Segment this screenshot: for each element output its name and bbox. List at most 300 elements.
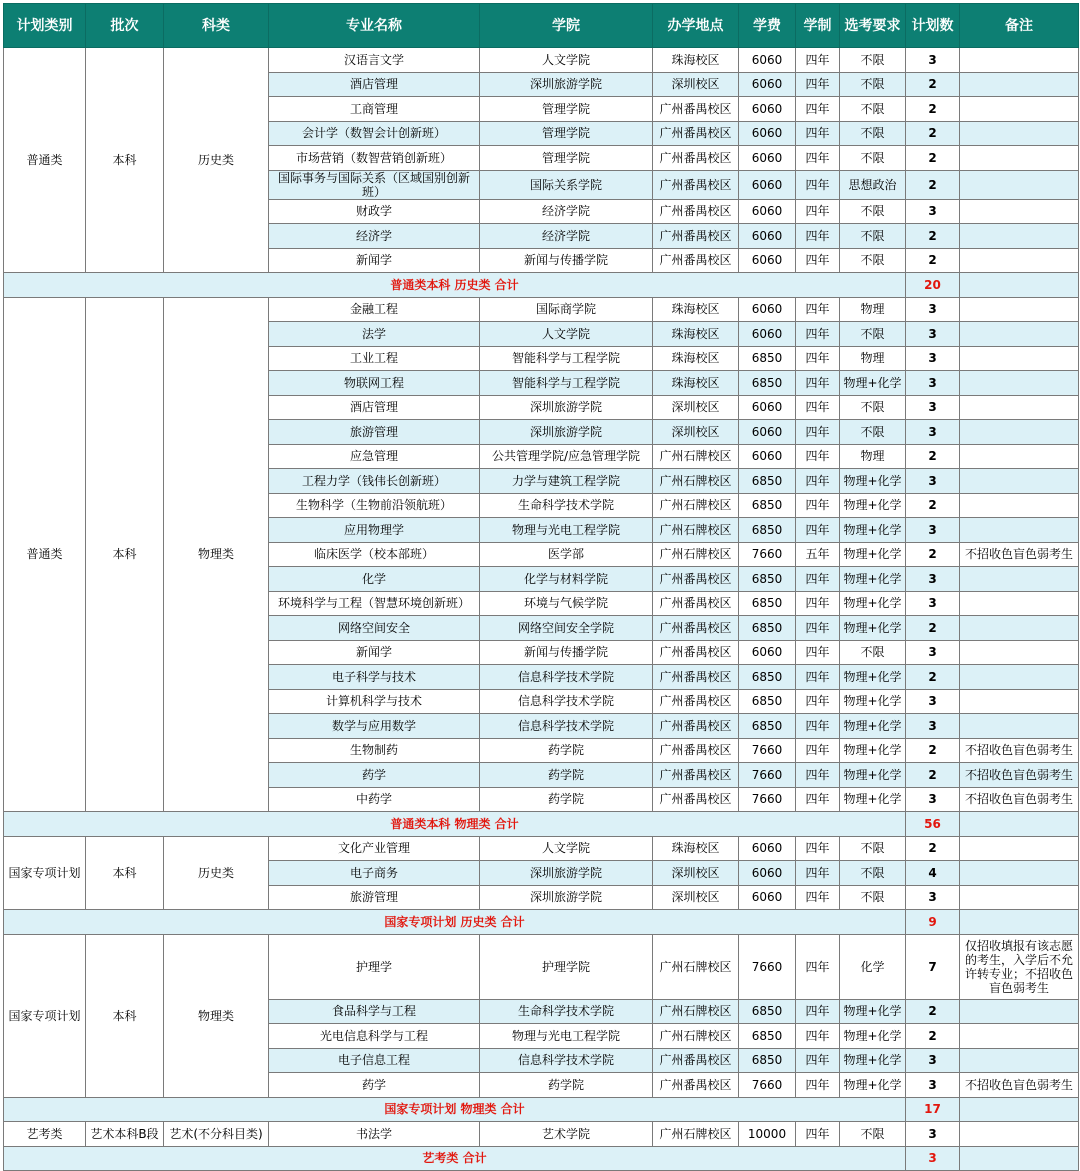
campus-cell: 珠海校区 xyxy=(653,297,739,322)
note-cell xyxy=(960,395,1079,420)
college-cell: 智能科学与工程学院 xyxy=(480,371,653,396)
college-cell: 护理学院 xyxy=(480,934,653,999)
college-cell: 管理学院 xyxy=(480,97,653,122)
plan-count-cell: 2 xyxy=(906,146,960,171)
college-cell: 信息科学技术学院 xyxy=(480,1048,653,1073)
requirement-cell: 物理+化学 xyxy=(840,1073,906,1098)
plan-count-cell: 2 xyxy=(906,224,960,249)
subtotal-note-cell xyxy=(960,1097,1079,1122)
college-cell: 信息科学技术学院 xyxy=(480,665,653,690)
requirement-cell: 不限 xyxy=(840,322,906,347)
duration-cell: 四年 xyxy=(796,48,840,73)
subtotal-note-cell xyxy=(960,812,1079,837)
note-cell xyxy=(960,346,1079,371)
requirement-cell: 不限 xyxy=(840,48,906,73)
duration-cell: 四年 xyxy=(796,640,840,665)
requirement-cell: 物理+化学 xyxy=(840,542,906,567)
major-cell: 电子科学与技术 xyxy=(269,665,480,690)
campus-cell: 广州番禺校区 xyxy=(653,146,739,171)
plan-count-cell: 3 xyxy=(906,371,960,396)
tuition-cell: 6060 xyxy=(739,640,796,665)
requirement-cell: 不限 xyxy=(840,248,906,273)
plan-count-cell: 3 xyxy=(906,297,960,322)
note-cell xyxy=(960,493,1079,518)
campus-cell: 广州石牌校区 xyxy=(653,542,739,567)
college-cell: 药学院 xyxy=(480,787,653,812)
tuition-cell: 6060 xyxy=(739,97,796,122)
duration-cell: 五年 xyxy=(796,542,840,567)
major-cell: 法学 xyxy=(269,322,480,347)
major-cell: 光电信息科学与工程 xyxy=(269,1024,480,1049)
plan-count-cell: 2 xyxy=(906,1024,960,1049)
plan-count-cell: 3 xyxy=(906,591,960,616)
note-cell xyxy=(960,836,1079,861)
requirement-cell: 物理+化学 xyxy=(840,999,906,1024)
requirement-cell: 不限 xyxy=(840,121,906,146)
college-cell: 新闻与传播学院 xyxy=(480,248,653,273)
subtotal-value: 56 xyxy=(906,812,960,837)
college-cell: 信息科学技术学院 xyxy=(480,714,653,739)
col-major-header: 专业名称 xyxy=(269,4,480,48)
batch-cell: 本科 xyxy=(86,836,164,910)
note-cell xyxy=(960,72,1079,97)
duration-cell: 四年 xyxy=(796,689,840,714)
subject-type-cell: 艺术(不分科目类) xyxy=(164,1122,269,1147)
duration-cell: 四年 xyxy=(796,1122,840,1147)
requirement-cell: 物理+化学 xyxy=(840,469,906,494)
requirement-cell: 物理+化学 xyxy=(840,763,906,788)
note-cell xyxy=(960,199,1079,224)
requirement-cell: 物理 xyxy=(840,444,906,469)
duration-cell: 四年 xyxy=(796,248,840,273)
duration-cell: 四年 xyxy=(796,346,840,371)
plan-count-cell: 7 xyxy=(906,934,960,999)
plan-category-cell: 国家专项计划 xyxy=(4,836,86,910)
college-cell: 人文学院 xyxy=(480,322,653,347)
campus-cell: 广州番禺校区 xyxy=(653,616,739,641)
enrollment-plan-table xyxy=(3,3,1079,1171)
col-plan-category-header: 计划类别 xyxy=(4,4,86,48)
requirement-cell: 不限 xyxy=(840,885,906,910)
campus-cell: 深圳校区 xyxy=(653,395,739,420)
subtotal-note-cell xyxy=(960,273,1079,298)
note-cell xyxy=(960,689,1079,714)
tuition-cell: 6060 xyxy=(739,420,796,445)
note-cell xyxy=(960,444,1079,469)
college-cell: 化学与材料学院 xyxy=(480,567,653,592)
tuition-cell: 6060 xyxy=(739,224,796,249)
note-cell xyxy=(960,297,1079,322)
duration-cell: 四年 xyxy=(796,199,840,224)
college-cell: 管理学院 xyxy=(480,146,653,171)
requirement-cell: 物理+化学 xyxy=(840,689,906,714)
subject-type-cell: 历史类 xyxy=(164,48,269,273)
tuition-cell: 7660 xyxy=(739,542,796,567)
note-cell: 不招收色盲色弱考生 xyxy=(960,787,1079,812)
col-tuition-header: 学费 xyxy=(739,4,796,48)
college-cell: 药学院 xyxy=(480,763,653,788)
duration-cell: 四年 xyxy=(796,322,840,347)
major-cell: 工业工程 xyxy=(269,346,480,371)
college-cell: 艺术学院 xyxy=(480,1122,653,1147)
college-cell: 国际关系学院 xyxy=(480,170,653,199)
major-cell: 药学 xyxy=(269,1073,480,1098)
duration-cell: 四年 xyxy=(796,170,840,199)
plan-count-cell: 2 xyxy=(906,72,960,97)
requirement-cell: 不限 xyxy=(840,420,906,445)
plan-count-cell: 4 xyxy=(906,861,960,886)
college-cell: 经济学院 xyxy=(480,199,653,224)
plan-count-cell: 3 xyxy=(906,1122,960,1147)
major-cell: 生物科学（生物前沿领航班） xyxy=(269,493,480,518)
plan-count-cell: 2 xyxy=(906,444,960,469)
plan-count-cell: 3 xyxy=(906,714,960,739)
plan-count-cell: 3 xyxy=(906,689,960,714)
note-cell xyxy=(960,469,1079,494)
plan-count-cell: 2 xyxy=(906,493,960,518)
duration-cell: 四年 xyxy=(796,567,840,592)
note-cell xyxy=(960,322,1079,347)
tuition-cell: 6850 xyxy=(739,999,796,1024)
header-row xyxy=(4,4,1079,48)
note-cell xyxy=(960,567,1079,592)
requirement-cell: 不限 xyxy=(840,861,906,886)
requirement-cell: 不限 xyxy=(840,640,906,665)
college-cell: 人文学院 xyxy=(480,836,653,861)
college-cell: 深圳旅游学院 xyxy=(480,395,653,420)
requirement-cell: 物理+化学 xyxy=(840,1048,906,1073)
major-cell: 护理学 xyxy=(269,934,480,999)
duration-cell: 四年 xyxy=(796,518,840,543)
note-cell: 不招收色盲色弱考生 xyxy=(960,1073,1079,1098)
note-cell xyxy=(960,861,1079,886)
subtotal-label: 普通类本科 物理类 合计 xyxy=(4,812,906,837)
campus-cell: 广州石牌校区 xyxy=(653,493,739,518)
duration-cell: 四年 xyxy=(796,469,840,494)
plan-count-cell: 3 xyxy=(906,567,960,592)
tuition-cell: 6850 xyxy=(739,665,796,690)
duration-cell: 四年 xyxy=(796,420,840,445)
tuition-cell: 6060 xyxy=(739,836,796,861)
major-cell: 食品科学与工程 xyxy=(269,999,480,1024)
note-cell xyxy=(960,1048,1079,1073)
campus-cell: 广州番禺校区 xyxy=(653,1073,739,1098)
plan-count-cell: 2 xyxy=(906,542,960,567)
plan-count-cell: 2 xyxy=(906,763,960,788)
duration-cell: 四年 xyxy=(796,861,840,886)
requirement-cell: 物理+化学 xyxy=(840,567,906,592)
plan-category-cell: 普通类 xyxy=(4,48,86,273)
college-cell: 经济学院 xyxy=(480,224,653,249)
subtotal-row xyxy=(4,910,1079,935)
batch-cell: 艺术本科B段 xyxy=(86,1122,164,1147)
table-row xyxy=(4,297,1079,322)
campus-cell: 广州番禺校区 xyxy=(653,591,739,616)
major-cell: 工程力学（钱伟长创新班） xyxy=(269,469,480,494)
tuition-cell: 6850 xyxy=(739,518,796,543)
requirement-cell: 物理+化学 xyxy=(840,714,906,739)
tuition-cell: 6850 xyxy=(739,1024,796,1049)
col-college-header: 学院 xyxy=(480,4,653,48)
duration-cell: 四年 xyxy=(796,934,840,999)
tuition-cell: 7660 xyxy=(739,934,796,999)
note-cell: 仅招收填报有该志愿的考生，入学后不允许转专业；不招收色盲色弱考生 xyxy=(960,934,1079,999)
tuition-cell: 6060 xyxy=(739,322,796,347)
col-duration-header: 学制 xyxy=(796,4,840,48)
duration-cell: 四年 xyxy=(796,444,840,469)
requirement-cell: 物理 xyxy=(840,297,906,322)
col-campus-header: 办学地点 xyxy=(653,4,739,48)
college-cell: 力学与建筑工程学院 xyxy=(480,469,653,494)
college-cell: 药学院 xyxy=(480,738,653,763)
campus-cell: 深圳校区 xyxy=(653,885,739,910)
plan-count-cell: 2 xyxy=(906,248,960,273)
tuition-cell: 6060 xyxy=(739,297,796,322)
campus-cell: 广州番禺校区 xyxy=(653,738,739,763)
duration-cell: 四年 xyxy=(796,763,840,788)
duration-cell: 四年 xyxy=(796,146,840,171)
tuition-cell: 6060 xyxy=(739,444,796,469)
campus-cell: 广州番禺校区 xyxy=(653,665,739,690)
college-cell: 智能科学与工程学院 xyxy=(480,346,653,371)
tuition-cell: 6060 xyxy=(739,72,796,97)
note-cell xyxy=(960,224,1079,249)
tuition-cell: 6850 xyxy=(739,1048,796,1073)
duration-cell: 四年 xyxy=(796,224,840,249)
duration-cell: 四年 xyxy=(796,665,840,690)
tuition-cell: 7660 xyxy=(739,1073,796,1098)
note-cell xyxy=(960,640,1079,665)
requirement-cell: 思想政治 xyxy=(840,170,906,199)
campus-cell: 珠海校区 xyxy=(653,322,739,347)
tuition-cell: 7660 xyxy=(739,738,796,763)
subtotal-note-cell xyxy=(960,1146,1079,1171)
college-cell: 生命科学技术学院 xyxy=(480,493,653,518)
requirement-cell: 不限 xyxy=(840,1122,906,1147)
plan-count-cell: 3 xyxy=(906,885,960,910)
col-requirement-header: 选考要求 xyxy=(840,4,906,48)
plan-count-cell: 3 xyxy=(906,1048,960,1073)
requirement-cell: 物理+化学 xyxy=(840,371,906,396)
subject-type-cell: 物理类 xyxy=(164,297,269,812)
requirement-cell: 物理+化学 xyxy=(840,1024,906,1049)
batch-cell: 本科 xyxy=(86,297,164,812)
major-cell: 应急管理 xyxy=(269,444,480,469)
college-cell: 信息科学技术学院 xyxy=(480,689,653,714)
college-cell: 管理学院 xyxy=(480,121,653,146)
plan-count-cell: 3 xyxy=(906,48,960,73)
duration-cell: 四年 xyxy=(796,787,840,812)
note-cell xyxy=(960,616,1079,641)
major-cell: 计算机科学与技术 xyxy=(269,689,480,714)
college-cell: 物理与光电工程学院 xyxy=(480,1024,653,1049)
major-cell: 金融工程 xyxy=(269,297,480,322)
plan-count-cell: 3 xyxy=(906,395,960,420)
requirement-cell: 物理 xyxy=(840,346,906,371)
college-cell: 网络空间安全学院 xyxy=(480,616,653,641)
table-row xyxy=(4,48,1079,73)
major-cell: 经济学 xyxy=(269,224,480,249)
subtotal-label: 艺考类 合计 xyxy=(4,1146,906,1171)
tuition-cell: 6850 xyxy=(739,469,796,494)
college-cell: 医学部 xyxy=(480,542,653,567)
requirement-cell: 物理+化学 xyxy=(840,787,906,812)
college-cell: 深圳旅游学院 xyxy=(480,885,653,910)
batch-cell: 本科 xyxy=(86,934,164,1097)
note-cell: 不招收色盲色弱考生 xyxy=(960,542,1079,567)
requirement-cell: 物理+化学 xyxy=(840,518,906,543)
col-notes-header: 备注 xyxy=(960,4,1079,48)
duration-cell: 四年 xyxy=(796,72,840,97)
campus-cell: 广州石牌校区 xyxy=(653,999,739,1024)
tuition-cell: 6850 xyxy=(739,689,796,714)
campus-cell: 广州番禺校区 xyxy=(653,224,739,249)
note-cell xyxy=(960,420,1079,445)
campus-cell: 广州石牌校区 xyxy=(653,1122,739,1147)
duration-cell: 四年 xyxy=(796,714,840,739)
duration-cell: 四年 xyxy=(796,1073,840,1098)
campus-cell: 珠海校区 xyxy=(653,346,739,371)
tuition-cell: 7660 xyxy=(739,787,796,812)
campus-cell: 广州石牌校区 xyxy=(653,469,739,494)
note-cell xyxy=(960,1024,1079,1049)
requirement-cell: 物理+化学 xyxy=(840,616,906,641)
requirement-cell: 不限 xyxy=(840,72,906,97)
major-cell: 汉语言文学 xyxy=(269,48,480,73)
col-plan-count-header: 计划数 xyxy=(906,4,960,48)
major-cell: 旅游管理 xyxy=(269,885,480,910)
plan-count-cell: 3 xyxy=(906,787,960,812)
duration-cell: 四年 xyxy=(796,121,840,146)
major-cell: 市场营销（数智营销创新班） xyxy=(269,146,480,171)
note-cell xyxy=(960,97,1079,122)
subject-type-cell: 物理类 xyxy=(164,934,269,1097)
major-cell: 新闻学 xyxy=(269,248,480,273)
requirement-cell: 不限 xyxy=(840,224,906,249)
college-cell: 公共管理学院/应急管理学院 xyxy=(480,444,653,469)
college-cell: 深圳旅游学院 xyxy=(480,861,653,886)
requirement-cell: 物理+化学 xyxy=(840,591,906,616)
plan-category-cell: 国家专项计划 xyxy=(4,934,86,1097)
campus-cell: 广州番禺校区 xyxy=(653,1048,739,1073)
major-cell: 财政学 xyxy=(269,199,480,224)
subject-type-cell: 历史类 xyxy=(164,836,269,910)
tuition-cell: 6060 xyxy=(739,121,796,146)
tuition-cell: 6060 xyxy=(739,48,796,73)
table-row xyxy=(4,836,1079,861)
batch-cell: 本科 xyxy=(86,48,164,273)
duration-cell: 四年 xyxy=(796,738,840,763)
major-cell: 环境科学与工程（智慧环境创新班） xyxy=(269,591,480,616)
major-cell: 中药学 xyxy=(269,787,480,812)
campus-cell: 广州番禺校区 xyxy=(653,689,739,714)
tuition-cell: 6850 xyxy=(739,493,796,518)
requirement-cell: 不限 xyxy=(840,836,906,861)
campus-cell: 深圳校区 xyxy=(653,72,739,97)
subtotal-value: 3 xyxy=(906,1146,960,1171)
campus-cell: 广州番禺校区 xyxy=(653,567,739,592)
major-cell: 酒店管理 xyxy=(269,395,480,420)
campus-cell: 广州番禺校区 xyxy=(653,248,739,273)
tuition-cell: 6850 xyxy=(739,714,796,739)
subtotal-label: 普通类本科 历史类 合计 xyxy=(4,273,906,298)
note-cell xyxy=(960,999,1079,1024)
major-cell: 生物制药 xyxy=(269,738,480,763)
tuition-cell: 6850 xyxy=(739,567,796,592)
subtotal-value: 9 xyxy=(906,910,960,935)
major-cell: 酒店管理 xyxy=(269,72,480,97)
tuition-cell: 6060 xyxy=(739,170,796,199)
plan-count-cell: 2 xyxy=(906,170,960,199)
plan-count-cell: 2 xyxy=(906,836,960,861)
college-cell: 新闻与传播学院 xyxy=(480,640,653,665)
duration-cell: 四年 xyxy=(796,395,840,420)
duration-cell: 四年 xyxy=(796,1024,840,1049)
college-cell: 国际商学院 xyxy=(480,297,653,322)
note-cell xyxy=(960,121,1079,146)
subtotal-row xyxy=(4,812,1079,837)
duration-cell: 四年 xyxy=(796,371,840,396)
requirement-cell: 物理+化学 xyxy=(840,738,906,763)
campus-cell: 珠海校区 xyxy=(653,48,739,73)
note-cell xyxy=(960,714,1079,739)
subtotal-label: 国家专项计划 历史类 合计 xyxy=(4,910,906,935)
requirement-cell: 物理+化学 xyxy=(840,493,906,518)
plan-count-cell: 3 xyxy=(906,469,960,494)
plan-category-cell: 艺考类 xyxy=(4,1122,86,1147)
plan-count-cell: 2 xyxy=(906,738,960,763)
tuition-cell: 7660 xyxy=(739,763,796,788)
tuition-cell: 6850 xyxy=(739,371,796,396)
campus-cell: 深圳校区 xyxy=(653,861,739,886)
campus-cell: 广州番禺校区 xyxy=(653,714,739,739)
note-cell xyxy=(960,248,1079,273)
campus-cell: 广州石牌校区 xyxy=(653,1024,739,1049)
major-cell: 旅游管理 xyxy=(269,420,480,445)
table-row xyxy=(4,1122,1079,1147)
campus-cell: 广州番禺校区 xyxy=(653,199,739,224)
table-body xyxy=(4,48,1079,1171)
note-cell xyxy=(960,146,1079,171)
plan-count-cell: 3 xyxy=(906,640,960,665)
note-cell xyxy=(960,48,1079,73)
major-cell: 化学 xyxy=(269,567,480,592)
plan-count-cell: 2 xyxy=(906,97,960,122)
major-cell: 应用物理学 xyxy=(269,518,480,543)
major-cell: 物联网工程 xyxy=(269,371,480,396)
plan-count-cell: 2 xyxy=(906,616,960,641)
campus-cell: 广州番禺校区 xyxy=(653,170,739,199)
tuition-cell: 6850 xyxy=(739,591,796,616)
duration-cell: 四年 xyxy=(796,999,840,1024)
major-cell: 数学与应用数学 xyxy=(269,714,480,739)
campus-cell: 珠海校区 xyxy=(653,836,739,861)
campus-cell: 广州番禺校区 xyxy=(653,640,739,665)
campus-cell: 广州番禺校区 xyxy=(653,121,739,146)
subtotal-value: 20 xyxy=(906,273,960,298)
note-cell xyxy=(960,1122,1079,1147)
major-cell: 药学 xyxy=(269,763,480,788)
tuition-cell: 6060 xyxy=(739,861,796,886)
college-cell: 深圳旅游学院 xyxy=(480,420,653,445)
requirement-cell: 不限 xyxy=(840,395,906,420)
duration-cell: 四年 xyxy=(796,297,840,322)
subtotal-note-cell xyxy=(960,910,1079,935)
tuition-cell: 6060 xyxy=(739,248,796,273)
plan-count-cell: 3 xyxy=(906,1073,960,1098)
college-cell: 人文学院 xyxy=(480,48,653,73)
major-cell: 网络空间安全 xyxy=(269,616,480,641)
